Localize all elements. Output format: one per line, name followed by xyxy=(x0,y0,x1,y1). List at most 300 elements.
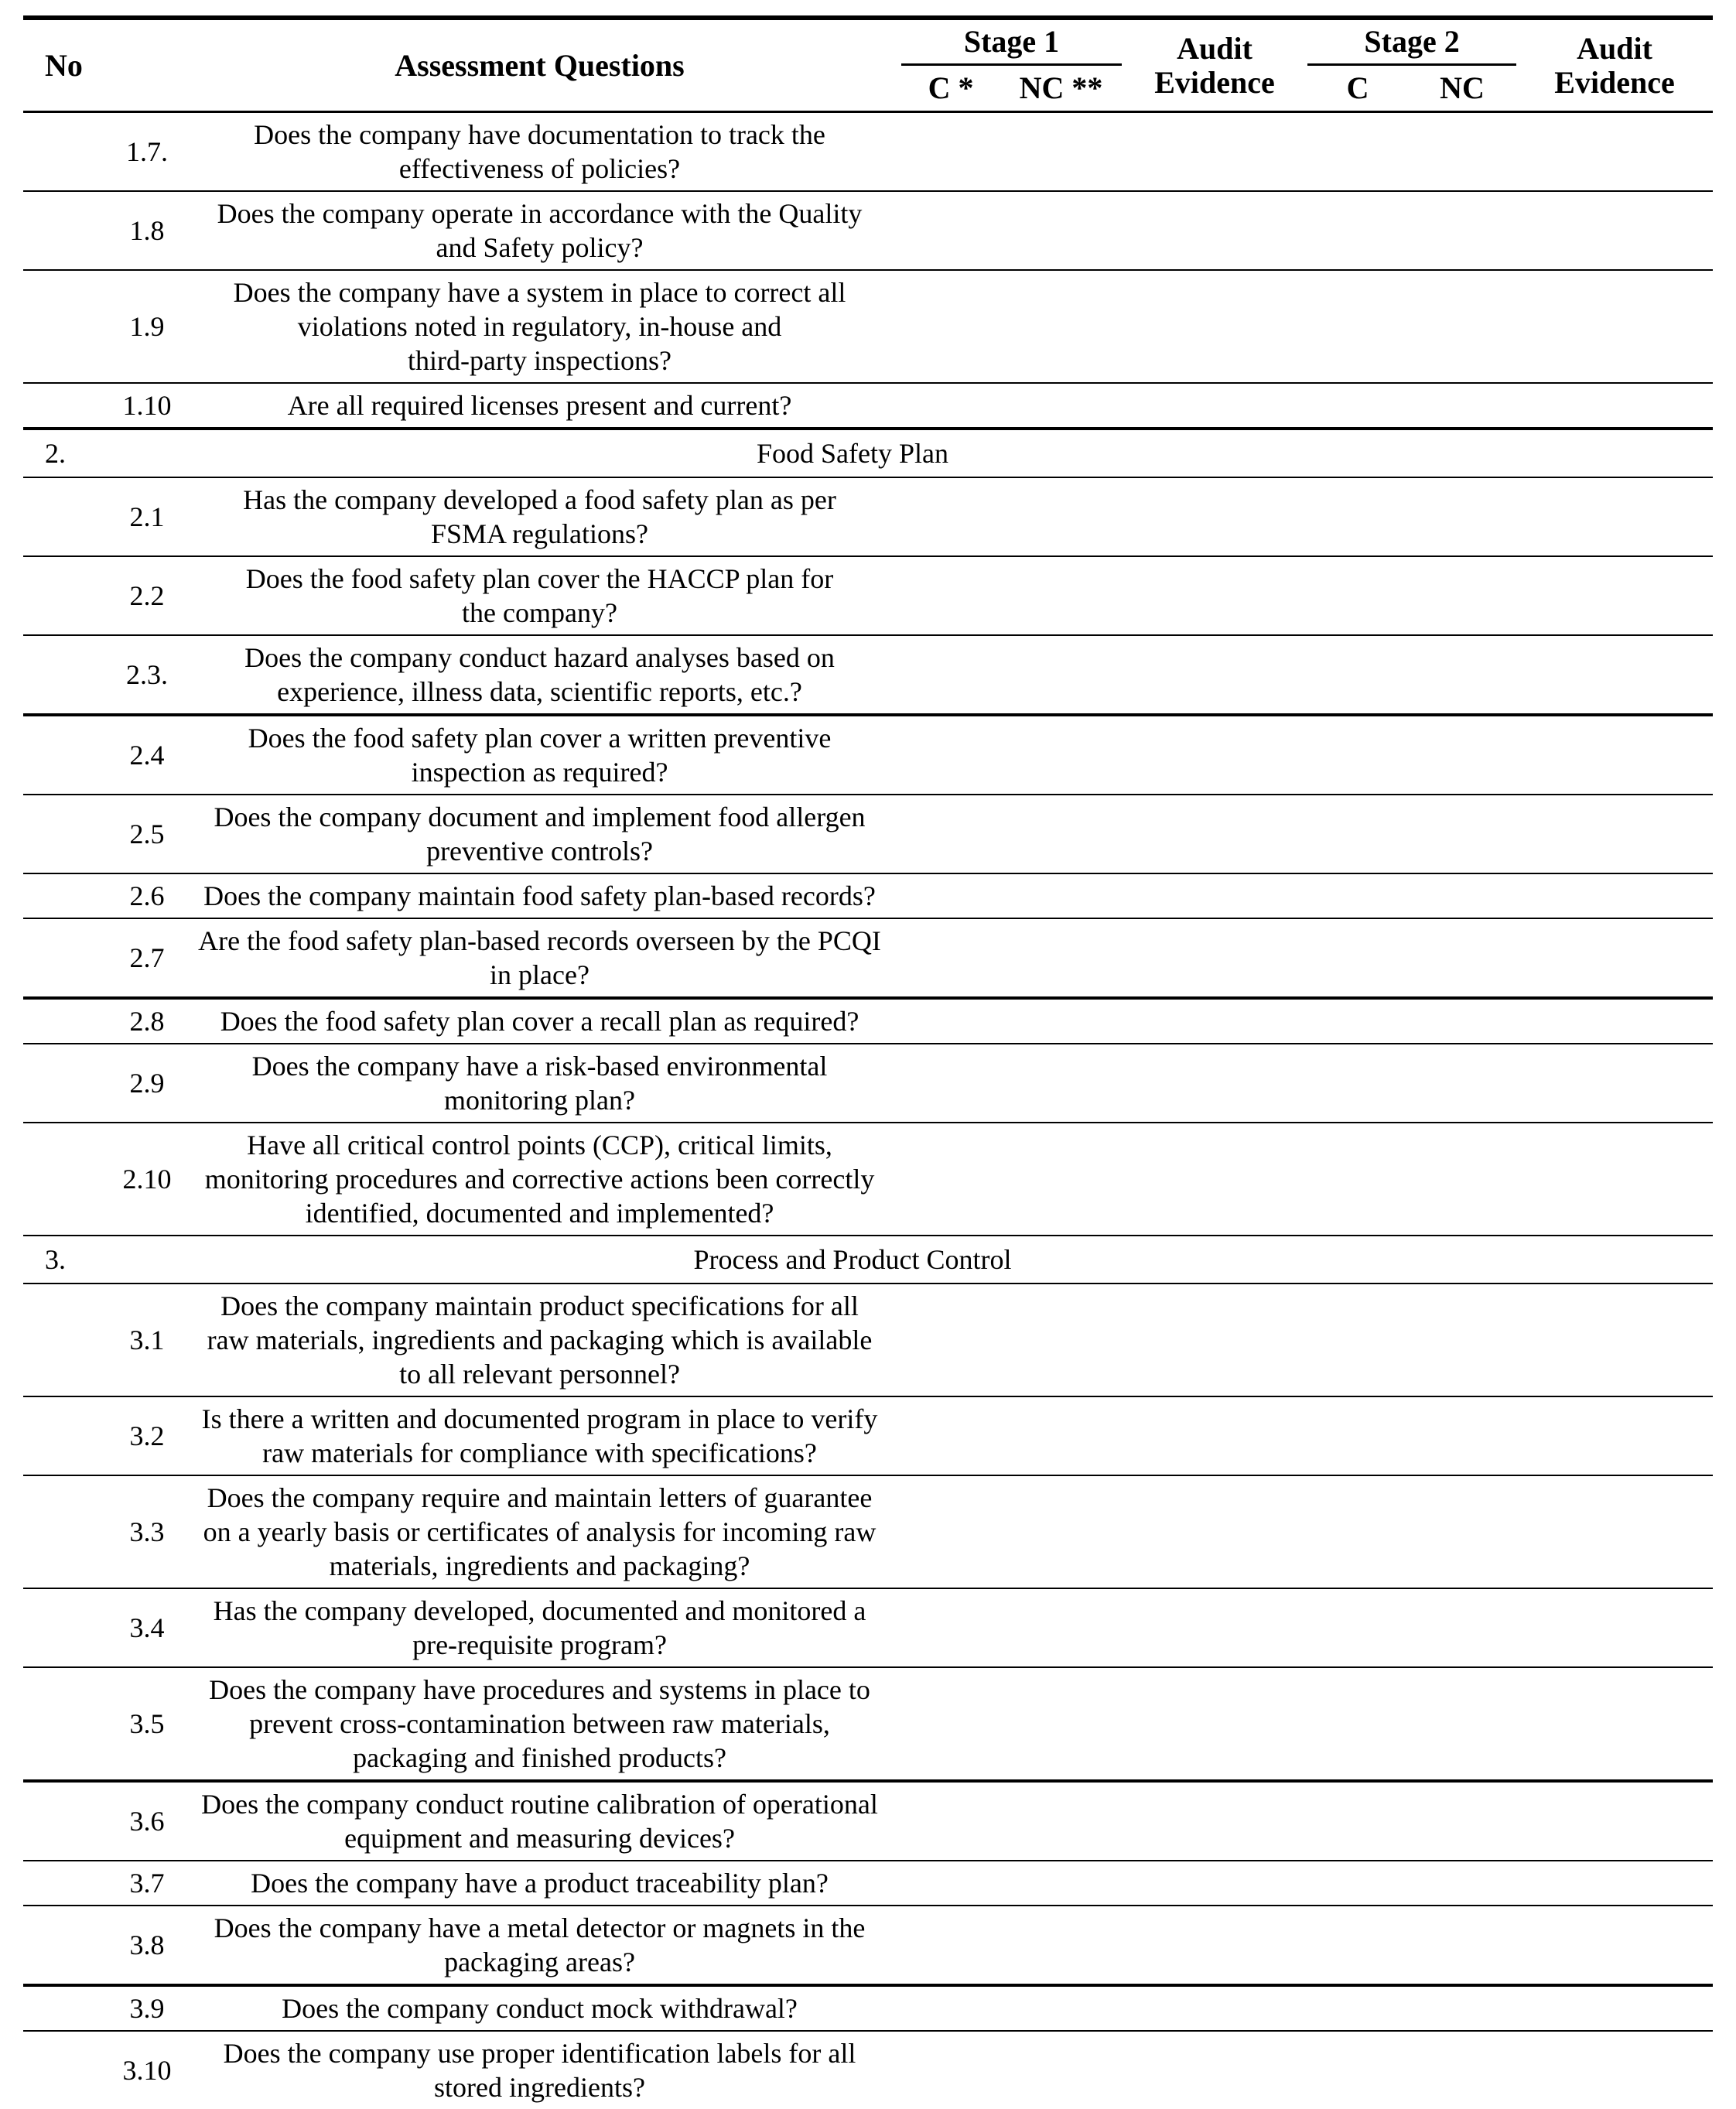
section-row xyxy=(23,429,1713,477)
stage2-nc-cell xyxy=(1408,1284,1516,1396)
question-text xyxy=(178,1861,901,1906)
table-header xyxy=(23,18,1713,112)
question-row xyxy=(23,918,1713,998)
section-number-empty xyxy=(23,1284,116,1396)
audit-evidence-2-cell xyxy=(1516,191,1713,270)
question-number: 3.6 xyxy=(116,1781,178,1861)
stage2-nc-cell xyxy=(1408,1861,1516,1906)
question-line: violations noted in regulatory, in-house and xyxy=(178,309,901,344)
question-line: experience, illness data, scientific reports, etc.? xyxy=(178,675,901,709)
question-line: Does the food safety plan cover a recall plan as required? xyxy=(178,1004,901,1038)
question-number: 3.7 xyxy=(116,1861,178,1906)
section-number: 2. xyxy=(23,429,116,477)
stage1-c-cell xyxy=(901,715,1000,795)
audit-evidence-1-cell xyxy=(1122,1861,1307,1906)
audit-evidence-1-cell xyxy=(1122,1123,1307,1236)
audit-evidence-2-cell xyxy=(1516,918,1713,998)
question-row xyxy=(23,795,1713,873)
column-header-stage2-c: C xyxy=(1307,65,1408,112)
audit-evidence-1-cell xyxy=(1122,112,1307,192)
question-line: preventive controls? xyxy=(178,834,901,868)
audit-evidence-1-cell xyxy=(1122,1588,1307,1667)
question-number: 3.10 xyxy=(116,2031,178,2109)
question-text xyxy=(178,1396,901,1475)
question-row xyxy=(23,998,1713,1044)
question-text xyxy=(178,1906,901,1985)
stage1-nc-cell xyxy=(1000,795,1122,873)
section-number-empty xyxy=(23,1123,116,1236)
question-row xyxy=(23,556,1713,635)
stage1-c-cell xyxy=(901,635,1000,715)
audit-evidence-2-cell xyxy=(1516,112,1713,192)
question-line: Does the company have a metal detector or magnets in the xyxy=(178,1911,901,1945)
section-number-empty xyxy=(23,715,116,795)
question-row xyxy=(23,383,1713,429)
stage2-c-cell xyxy=(1307,998,1408,1044)
question-line: Are all required licenses present and current? xyxy=(178,388,901,422)
question-row xyxy=(23,2031,1713,2109)
stage1-c-cell xyxy=(901,1044,1000,1123)
audit-evidence-1-cell xyxy=(1122,191,1307,270)
audit-evidence-2-cell xyxy=(1516,383,1713,429)
stage1-nc-cell xyxy=(1000,477,1122,556)
audit-evidence-2-cell xyxy=(1516,1396,1713,1475)
question-line: Does the company have a product traceability plan? xyxy=(178,1866,901,1900)
question-number: 2.3. xyxy=(116,635,178,715)
question-line: effectiveness of policies? xyxy=(178,152,901,186)
stage1-c-cell xyxy=(901,556,1000,635)
stage1-nc-cell xyxy=(1000,1906,1122,1985)
question-text xyxy=(178,1985,901,2031)
section-number-empty xyxy=(23,2031,116,2109)
stage1-nc-cell xyxy=(1000,191,1122,270)
stage2-c-cell xyxy=(1307,477,1408,556)
stage2-nc-cell xyxy=(1408,1588,1516,1667)
question-line: Does the company have procedures and systems in place to xyxy=(178,1673,901,1707)
stage1-c-cell xyxy=(901,1475,1000,1588)
question-line: in place? xyxy=(178,958,901,992)
stage1-nc-cell xyxy=(1000,635,1122,715)
section-number-empty xyxy=(23,1667,116,1781)
stage1-c-cell xyxy=(901,795,1000,873)
question-text xyxy=(178,477,901,556)
stage2-nc-cell xyxy=(1408,2031,1516,2109)
audit-evidence-2-cell xyxy=(1516,477,1713,556)
question-number: 2.4 xyxy=(116,715,178,795)
question-text xyxy=(178,918,901,998)
question-line: stored ingredients? xyxy=(178,2070,901,2104)
stage1-c-cell xyxy=(901,383,1000,429)
stage2-c-cell xyxy=(1307,1861,1408,1906)
audit-evidence-2-cell xyxy=(1516,1667,1713,1781)
stage1-nc-cell xyxy=(1000,1781,1122,1861)
stage1-nc-cell xyxy=(1000,1396,1122,1475)
stage1-c-cell xyxy=(901,998,1000,1044)
stage2-nc-cell xyxy=(1408,112,1516,192)
stage1-c-cell xyxy=(901,477,1000,556)
stage2-c-cell xyxy=(1307,715,1408,795)
column-header-stage1-c: C * xyxy=(901,65,1000,112)
audit-evidence-1-cell xyxy=(1122,715,1307,795)
question-row xyxy=(23,1475,1713,1588)
stage2-c-cell xyxy=(1307,1396,1408,1475)
audit-evidence-1-cell xyxy=(1122,1667,1307,1781)
stage2-nc-cell xyxy=(1408,795,1516,873)
question-number: 2.9 xyxy=(116,1044,178,1123)
question-line: Does the food safety plan cover the HACCP plan for xyxy=(178,562,901,596)
question-text xyxy=(178,795,901,873)
stage1-nc-cell xyxy=(1000,1044,1122,1123)
question-row xyxy=(23,635,1713,715)
section-number-empty xyxy=(23,1906,116,1985)
stage2-c-cell xyxy=(1307,1588,1408,1667)
stage2-c-cell xyxy=(1307,635,1408,715)
question-text xyxy=(178,873,901,918)
question-number: 2.1 xyxy=(116,477,178,556)
section-number-empty xyxy=(23,1044,116,1123)
question-line: Does the company operate in accordance with the Quality xyxy=(178,197,901,231)
question-line: Does the company maintain product specifications for all xyxy=(178,1289,901,1323)
assessment-checklist-table xyxy=(23,15,1713,2109)
stage2-c-cell xyxy=(1307,556,1408,635)
audit-evidence-1-cell xyxy=(1122,998,1307,1044)
audit-evidence-2-cell xyxy=(1516,715,1713,795)
question-line: third-party inspections? xyxy=(178,344,901,378)
audit-evidence-2-cell xyxy=(1516,1861,1713,1906)
stage1-c-cell xyxy=(901,1284,1000,1396)
question-row xyxy=(23,1906,1713,1985)
assessment-table-body xyxy=(23,112,1713,2109)
stage1-c-cell xyxy=(901,1985,1000,2031)
question-number: 3.3 xyxy=(116,1475,178,1588)
stage2-c-cell xyxy=(1307,1284,1408,1396)
stage2-c-cell xyxy=(1307,873,1408,918)
question-text xyxy=(178,1475,901,1588)
audit-evidence-2-cell xyxy=(1516,1284,1713,1396)
question-number: 2.10 xyxy=(116,1123,178,1236)
stage2-nc-cell xyxy=(1408,1906,1516,1985)
question-number: 2.8 xyxy=(116,998,178,1044)
question-number: 2.7 xyxy=(116,918,178,998)
audit-evidence-1-cell xyxy=(1122,270,1307,383)
question-line: packaging and finished products? xyxy=(178,1741,901,1775)
audit-evidence-1-cell xyxy=(1122,1475,1307,1588)
stage1-c-cell xyxy=(901,873,1000,918)
question-row xyxy=(23,873,1713,918)
audit-evidence-2-cell xyxy=(1516,795,1713,873)
question-number: 3.4 xyxy=(116,1588,178,1667)
section-number-empty xyxy=(23,383,116,429)
section-number-empty xyxy=(23,635,116,715)
question-line: monitoring plan? xyxy=(178,1083,901,1117)
question-line: inspection as required? xyxy=(178,755,901,789)
stage2-nc-cell xyxy=(1408,715,1516,795)
column-header-stage2: Stage 2 xyxy=(1307,18,1516,65)
column-header-no: No xyxy=(23,18,178,112)
stage2-nc-cell xyxy=(1408,270,1516,383)
stage1-nc-cell xyxy=(1000,383,1122,429)
stage2-nc-cell xyxy=(1408,1781,1516,1861)
question-text xyxy=(178,112,901,192)
audit-evidence-1-cell xyxy=(1122,556,1307,635)
question-line: Does the company have documentation to track the xyxy=(178,118,901,152)
audit-evidence-1-cell xyxy=(1122,1396,1307,1475)
section-number-empty xyxy=(23,795,116,873)
question-line: prevent cross-contamination between raw materials, xyxy=(178,1707,901,1741)
question-text xyxy=(178,635,901,715)
question-line: raw materials for compliance with specifications? xyxy=(178,1436,901,1470)
section-number-empty xyxy=(23,998,116,1044)
audit-evidence-1-cell xyxy=(1122,873,1307,918)
question-text xyxy=(178,191,901,270)
section-number-empty xyxy=(23,1985,116,2031)
question-number: 1.8 xyxy=(116,191,178,270)
stage2-c-cell xyxy=(1307,270,1408,383)
column-header-stage2-nc: NC xyxy=(1408,65,1516,112)
question-line: Does the company conduct routine calibration of operational xyxy=(178,1787,901,1821)
audit-evidence-2-cell xyxy=(1516,1985,1713,2031)
stage1-nc-cell xyxy=(1000,1284,1122,1396)
stage2-nc-cell xyxy=(1408,873,1516,918)
stage2-c-cell xyxy=(1307,2031,1408,2109)
question-line: on a yearly basis or certificates of analysis for incoming raw xyxy=(178,1515,901,1549)
stage1-nc-cell xyxy=(1000,1667,1122,1781)
question-text xyxy=(178,1667,901,1781)
stage2-nc-cell xyxy=(1408,1123,1516,1236)
audit-evidence-2-cell xyxy=(1516,1475,1713,1588)
stage2-c-cell xyxy=(1307,191,1408,270)
section-number-empty xyxy=(23,918,116,998)
stage1-c-cell xyxy=(901,112,1000,192)
stage2-c-cell xyxy=(1307,795,1408,873)
question-line: the company? xyxy=(178,596,901,630)
question-line: Does the company document and implement food allergen xyxy=(178,800,901,834)
section-number-empty xyxy=(23,1396,116,1475)
stage1-c-cell xyxy=(901,1588,1000,1667)
header-row-top xyxy=(23,18,1713,65)
audit-evidence-1-cell xyxy=(1122,795,1307,873)
stage2-nc-cell xyxy=(1408,918,1516,998)
column-header-stage1-nc: NC ** xyxy=(1000,65,1122,112)
stage1-c-cell xyxy=(901,1123,1000,1236)
question-text xyxy=(178,1123,901,1236)
question-row xyxy=(23,1284,1713,1396)
stage1-nc-cell xyxy=(1000,715,1122,795)
audit-evidence-1-cell xyxy=(1122,1781,1307,1861)
question-line: Is there a written and documented program in place to verify xyxy=(178,1402,901,1436)
stage2-nc-cell xyxy=(1408,1475,1516,1588)
audit-evidence-2-cell xyxy=(1516,270,1713,383)
question-number: 3.5 xyxy=(116,1667,178,1781)
question-line: Does the company maintain food safety plan-based records? xyxy=(178,879,901,913)
audit-evidence-2-cell xyxy=(1516,1781,1713,1861)
section-number-empty xyxy=(23,191,116,270)
section-number-empty xyxy=(23,1588,116,1667)
stage2-nc-cell xyxy=(1408,477,1516,556)
question-line: Does the food safety plan cover a written preventive xyxy=(178,721,901,755)
section-number-empty xyxy=(23,477,116,556)
question-text xyxy=(178,556,901,635)
question-line: Are the food safety plan-based records overseen by the PCQI xyxy=(178,924,901,958)
stage1-c-cell xyxy=(901,1667,1000,1781)
section-number-empty xyxy=(23,556,116,635)
question-line: pre-requisite program? xyxy=(178,1628,901,1662)
column-header-assessment-questions: Assessment Questions xyxy=(178,18,901,112)
question-line: Have all critical control points (CCP), critical limits, xyxy=(178,1128,901,1162)
question-row xyxy=(23,112,1713,192)
audit-evidence-2-cell xyxy=(1516,1588,1713,1667)
stage1-nc-cell xyxy=(1000,112,1122,192)
question-row xyxy=(23,715,1713,795)
stage2-nc-cell xyxy=(1408,1396,1516,1475)
question-line: Does the company conduct hazard analyses based on xyxy=(178,641,901,675)
stage1-nc-cell xyxy=(1000,270,1122,383)
question-text xyxy=(178,383,901,429)
stage2-nc-cell xyxy=(1408,383,1516,429)
question-row xyxy=(23,1396,1713,1475)
stage1-c-cell xyxy=(901,1906,1000,1985)
question-text xyxy=(178,2031,901,2109)
question-line: to all relevant personnel? xyxy=(178,1357,901,1391)
stage1-c-cell xyxy=(901,1861,1000,1906)
stage2-c-cell xyxy=(1307,1475,1408,1588)
stage2-c-cell xyxy=(1307,918,1408,998)
question-row xyxy=(23,191,1713,270)
question-row xyxy=(23,1588,1713,1667)
question-number: 3.8 xyxy=(116,1906,178,1985)
stage1-c-cell xyxy=(901,1396,1000,1475)
audit-evidence-2-cell xyxy=(1516,873,1713,918)
stage1-nc-cell xyxy=(1000,918,1122,998)
section-number-empty xyxy=(23,112,116,192)
question-number: 1.9 xyxy=(116,270,178,383)
stage1-nc-cell xyxy=(1000,1985,1122,2031)
question-number: 1.10 xyxy=(116,383,178,429)
stage2-c-cell xyxy=(1307,1985,1408,2031)
question-text xyxy=(178,270,901,383)
question-line: Does the company have a risk-based environmental xyxy=(178,1049,901,1083)
audit-evidence-1-cell xyxy=(1122,1044,1307,1123)
audit-evidence-2-cell xyxy=(1516,635,1713,715)
question-line: and Safety policy? xyxy=(178,231,901,265)
section-number-empty xyxy=(23,1475,116,1588)
audit-evidence-2-cell xyxy=(1516,556,1713,635)
audit-evidence-1-cell xyxy=(1122,1985,1307,2031)
section-title: Process and Product Control xyxy=(116,1236,1713,1284)
stage2-c-cell xyxy=(1307,1667,1408,1781)
question-row xyxy=(23,1667,1713,1781)
stage2-c-cell xyxy=(1307,383,1408,429)
stage2-c-cell xyxy=(1307,1044,1408,1123)
stage1-c-cell xyxy=(901,191,1000,270)
stage2-nc-cell xyxy=(1408,1044,1516,1123)
stage2-nc-cell xyxy=(1408,998,1516,1044)
question-line: Has the company developed, documented and monitored a xyxy=(178,1594,901,1628)
question-line: Does the company require and maintain letters of guarantee xyxy=(178,1481,901,1515)
question-number: 2.6 xyxy=(116,873,178,918)
question-line: raw materials, ingredients and packaging which is available xyxy=(178,1323,901,1357)
question-text xyxy=(178,998,901,1044)
audit-evidence-2-cell xyxy=(1516,998,1713,1044)
section-number-empty xyxy=(23,270,116,383)
stage2-c-cell xyxy=(1307,112,1408,192)
audit-evidence-2-cell xyxy=(1516,1044,1713,1123)
audit-evidence-1-cell xyxy=(1122,1906,1307,1985)
question-line: packaging areas? xyxy=(178,1945,901,1979)
question-text xyxy=(178,715,901,795)
question-number: 1.7. xyxy=(116,112,178,192)
stage1-nc-cell xyxy=(1000,556,1122,635)
audit-evidence-2-cell xyxy=(1516,2031,1713,2109)
audit-evidence-1-cell xyxy=(1122,383,1307,429)
stage1-nc-cell xyxy=(1000,998,1122,1044)
column-header-stage1: Stage 1 xyxy=(901,18,1122,65)
stage2-nc-cell xyxy=(1408,635,1516,715)
stage1-nc-cell xyxy=(1000,1123,1122,1236)
question-row xyxy=(23,1781,1713,1861)
audit-evidence-2-cell xyxy=(1516,1123,1713,1236)
question-text xyxy=(178,1044,901,1123)
audit-evidence-1-cell xyxy=(1122,1284,1307,1396)
stage2-nc-cell xyxy=(1408,1667,1516,1781)
question-text xyxy=(178,1284,901,1396)
column-header-audit-evidence-1: Audit Evidence xyxy=(1122,18,1307,112)
question-line: Has the company developed a food safety plan as per xyxy=(178,483,901,517)
stage1-nc-cell xyxy=(1000,2031,1122,2109)
question-line: materials, ingredients and packaging? xyxy=(178,1549,901,1583)
audit-evidence-2-cell xyxy=(1516,1906,1713,1985)
stage1-c-cell xyxy=(901,270,1000,383)
stage1-nc-cell xyxy=(1000,1588,1122,1667)
section-number: 3. xyxy=(23,1236,116,1284)
stage1-nc-cell xyxy=(1000,1861,1122,1906)
question-line: FSMA regulations? xyxy=(178,517,901,551)
question-row xyxy=(23,1985,1713,2031)
question-line: Does the company conduct mock withdrawal? xyxy=(178,1991,901,2025)
question-row xyxy=(23,1044,1713,1123)
section-number-empty xyxy=(23,873,116,918)
question-row xyxy=(23,477,1713,556)
stage1-c-cell xyxy=(901,2031,1000,2109)
stage2-c-cell xyxy=(1307,1781,1408,1861)
section-title: Food Safety Plan xyxy=(116,429,1713,477)
stage2-c-cell xyxy=(1307,1123,1408,1236)
question-row xyxy=(23,1861,1713,1906)
question-number: 3.1 xyxy=(116,1284,178,1396)
question-text xyxy=(178,1588,901,1667)
question-line: equipment and measuring devices? xyxy=(178,1821,901,1855)
question-row xyxy=(23,1123,1713,1236)
question-line: monitoring procedures and corrective actions been correctly xyxy=(178,1162,901,1196)
audit-evidence-1-cell xyxy=(1122,918,1307,998)
question-line: Does the company use proper identification labels for all xyxy=(178,2036,901,2070)
stage2-c-cell xyxy=(1307,1906,1408,1985)
stage2-nc-cell xyxy=(1408,556,1516,635)
stage1-c-cell xyxy=(901,1781,1000,1861)
question-number: 2.5 xyxy=(116,795,178,873)
stage1-c-cell xyxy=(901,918,1000,998)
question-line: identified, documented and implemented? xyxy=(178,1196,901,1230)
stage2-nc-cell xyxy=(1408,1985,1516,2031)
question-text xyxy=(178,1781,901,1861)
stage2-nc-cell xyxy=(1408,191,1516,270)
section-number-empty xyxy=(23,1861,116,1906)
audit-evidence-1-cell xyxy=(1122,635,1307,715)
section-number-empty xyxy=(23,1781,116,1861)
question-number: 3.2 xyxy=(116,1396,178,1475)
question-number: 2.2 xyxy=(116,556,178,635)
question-line: Does the company have a system in place to correct all xyxy=(178,275,901,309)
